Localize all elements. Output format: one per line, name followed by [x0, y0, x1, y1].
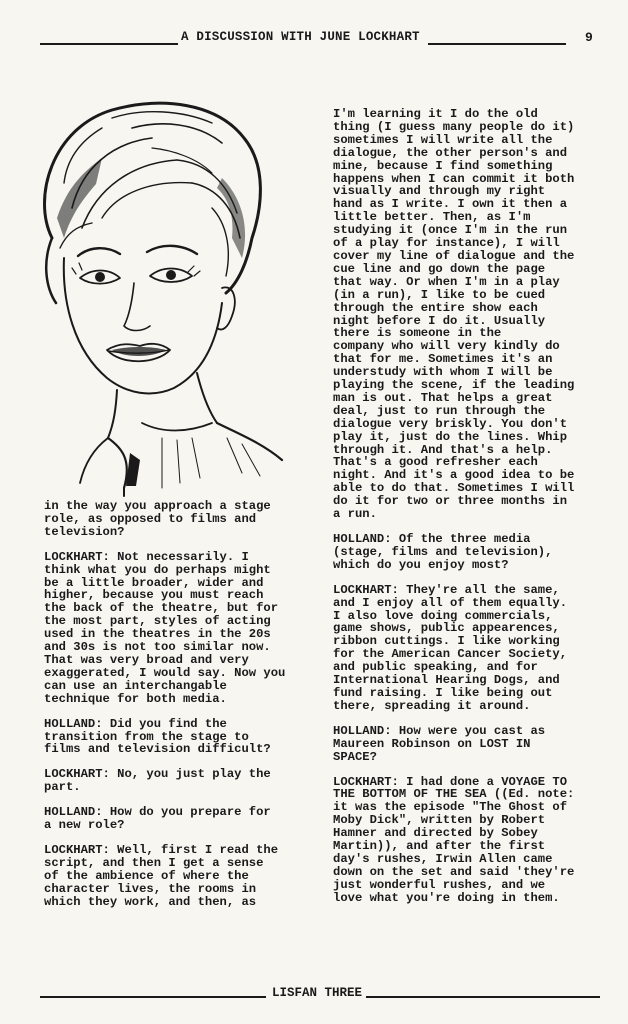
- paragraph: HOLLAND: How were you cast as Maureen Robinson on LOST IN SPACE?: [333, 723, 546, 764]
- paragraph: LOCKHART: I had done a VOYAGE TO THE BOTTOM OF THE SEA ((Ed. note: it was the episode "The Ghost of Moby Dick", written by Robert Hamner and directed by Sobey Martin)), and after the first day's rushes, Irwin Allen came down on the set and said 'they're just wonderful rushes, and we love what you're doing in them.: [333, 774, 575, 905]
- paragraph: HOLLAND: Did you find the transition from the stage to films and television difficult?: [44, 716, 271, 757]
- publication-name: LISFAN THREE: [272, 986, 363, 1000]
- header-rule-right: [428, 43, 566, 45]
- footer-rule-right: [366, 996, 600, 998]
- page-header: [40, 28, 600, 48]
- header-rule-left: [40, 43, 178, 45]
- page-footer: [40, 986, 600, 1006]
- article-title: A DISCUSSION WITH JUNE LOCKHART: [181, 30, 420, 44]
- paragraph: I'm learning it I do the old thing (I guess many people do it) sometimes I will write all the dialogue, the other person's and mine, because I find something happens when I can commit it both visually and through my right hand as I write. I own it then a little better. Then, as I'm studying it (once I'm in the run of a play for instance), I will cover my line of dialogue and the cue line and go down the page that way. Or when I'm in a play (in a run), I like to be cued through the entire show each night before I do it. Usually there is someone in the company who will very kindly do that for me. Sometimes it's an understudy with whom I will be playing the scene, if the leading man is out. That helps a great deal, just to run through the dialogue very briskly. You don't play it, just do the lines. Whip through it. And that's a help. That's a good refresher each night. And it's a good idea to be able to do that. Sometimes I will do it for two or three months in a run.: [333, 107, 575, 522]
- paragraph: LOCKHART: They're all the same, and I enjoy all of them equally. I also love doing commercials, game shows, public appearences, ribbon cuttings. I like working for the American Cancer Society, and public speaking, and for International Hearing Dogs, and fund raising. I like being out there, spreading it around.: [333, 582, 568, 713]
- left-column: [44, 500, 312, 920]
- right-column: [333, 108, 603, 917]
- paragraph: in the way you approach a stage role, as opposed to films and television?: [44, 499, 271, 539]
- paragraph: LOCKHART: Not necessarily. I think what you do perhaps might be a little broader, wider and higher, because you must reach the back of the theatre, but for the most part, styles of acting used in the theatres in the 20s and 30s is not too similar now. That was very broad and very exaggerated, I would say. Now you can use an interchangable technique for both media.: [44, 549, 286, 706]
- page-number: 9: [585, 30, 593, 45]
- paragraph: HOLLAND: Of the three media (stage, films and television), which do you enjoy most?: [333, 532, 553, 572]
- footer-rule-left: [40, 996, 266, 998]
- paragraph: LOCKHART: Well, first I read the script, and then I get a sense of the ambience of where the character lives, the rooms in which they work, and then, as: [44, 842, 279, 909]
- paragraph: LOCKHART: No, you just play the part.: [44, 767, 271, 795]
- paragraph: HOLLAND: How do you prepare for a new role?: [44, 805, 271, 833]
- portrait-illustration: [12, 88, 312, 498]
